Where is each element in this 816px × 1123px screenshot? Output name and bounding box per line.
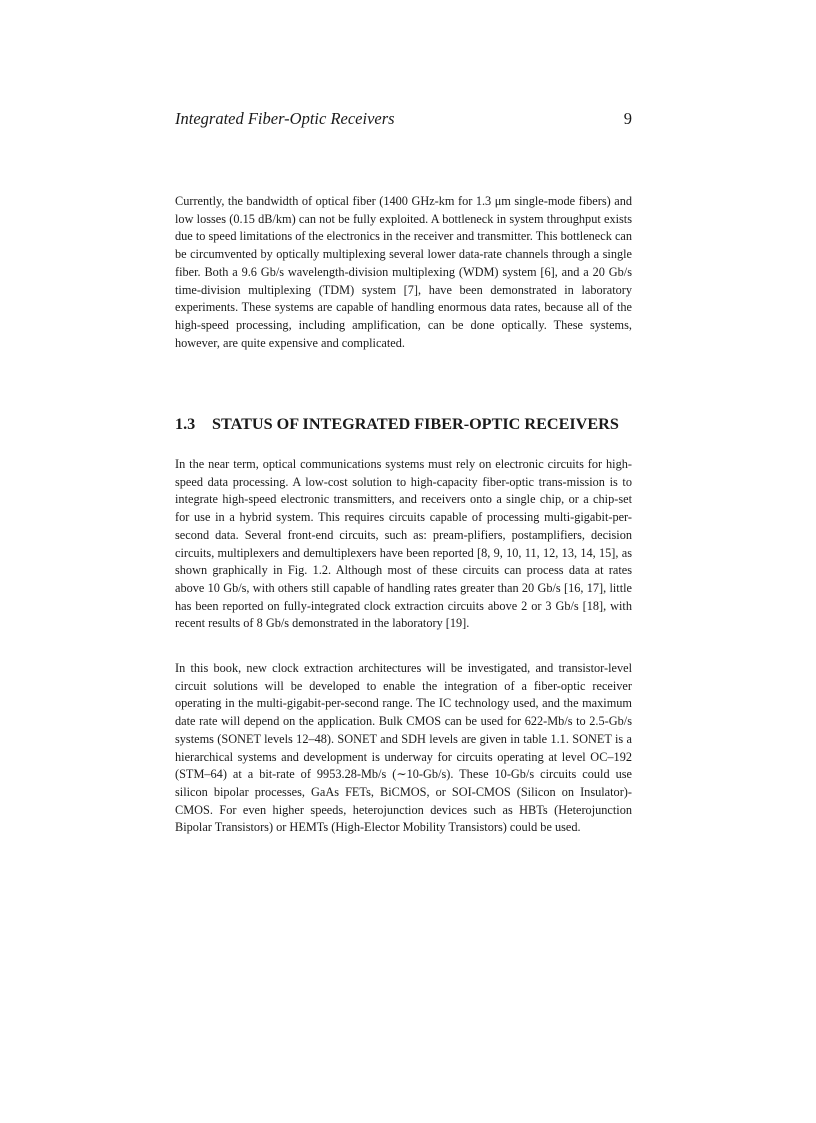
section-heading [175,414,645,434]
section-number: 1.3 [175,415,196,433]
status-paragraph-block [175,456,632,633]
intro-paragraph: Currently, the bandwidth of optical fiber (1400 GHz-km for 1.3 μm single-mode fibers) and low losses (0.15 dB/km) can not be fully exploited. A bottleneck in system throughput exists due to speed limitations of the electronics in the receiver and transmitter. This bottleneck can be circumvented by optically multiplexing several lower data-rate channels through a single fiber. Both a 9.6 Gb/s wavelength-division multiplexing (WDM) system [6], and a 20 Gb/s time-division multiplexing (TDM) system [7], have been demonstrated in laboratory experiments. These systems are capable of handling enormous data rates, because all of the high-speed processing, including amplification, can be done optically. These systems, however, are quite expensive and complicated. [175,194,633,350]
section-title: STATUS OF INTEGRATED FIBER-OPTIC RECEIVERS [212,415,619,433]
intro-paragraph-block [175,193,632,352]
running-title: Integrated Fiber-Optic Receivers [175,109,395,128]
running-head [175,109,632,131]
book-paragraph: In this book, new clock extraction architectures will be investigated, and transistor-level circuit solutions will be developed to enable the integration of a fiber-optic receiver operating in the multi-gigabit-per-second range. The IC technology used, and the maximum date rate will depend on the application. Bulk CMOS can be used for 622-Mb/s to 2.5-Gb/s systems (SONET levels 12–48). SONET and SDH levels are given in table 1.1. SONET is a hierarchical systems and development is underway for circuits operating at level OC–192 (STM–64) at a bit-rate of 9953.28-Mb/s (∼10-Gb/s). These 10-Gb/s circuits could use silicon bipolar processes, GaAs FETs, BiCMOS, or SOI-CMOS (Silicon on Insulator)-CMOS. For even higher speeds, heterojunction devices such as HBTs (Heterojunction Bipolar Transistors) or HEMTs (High-Elector Mobility Transistors) could be used. [175,661,632,835]
status-paragraph: In the near term, optical communications systems must rely on electronic circuits for high-speed data processing. A low-cost solution to high-capacity fiber-optic trans-mission is to integrate high-speed electronic transmitters, and receivers onto a single chip, or a chip-set for use in a hybrid system. This requires circuits capable of processing multi-gigabit-per-second data. Several front-end circuits, such as: pream-plifiers, postamplifiers, decision circuits, multiplexers and demultiplexers have been reported [8, 9, 10, 11, 12, 13, 14, 15], as shown graphically in Fig. 1.2. Although most of these circuits can process data at rates above 10 Gb/s, with others still capable of handling rates greater than 20 Gb/s [16, 17], little has been reported on fully-integrated clock extraction circuits above 2 or 3 Gb/s [18], with recent results of 8 Gb/s demonstrated in the laboratory [19]. [175,457,632,631]
page-number: 9 [623,109,632,128]
book-paragraph-block [175,660,632,837]
